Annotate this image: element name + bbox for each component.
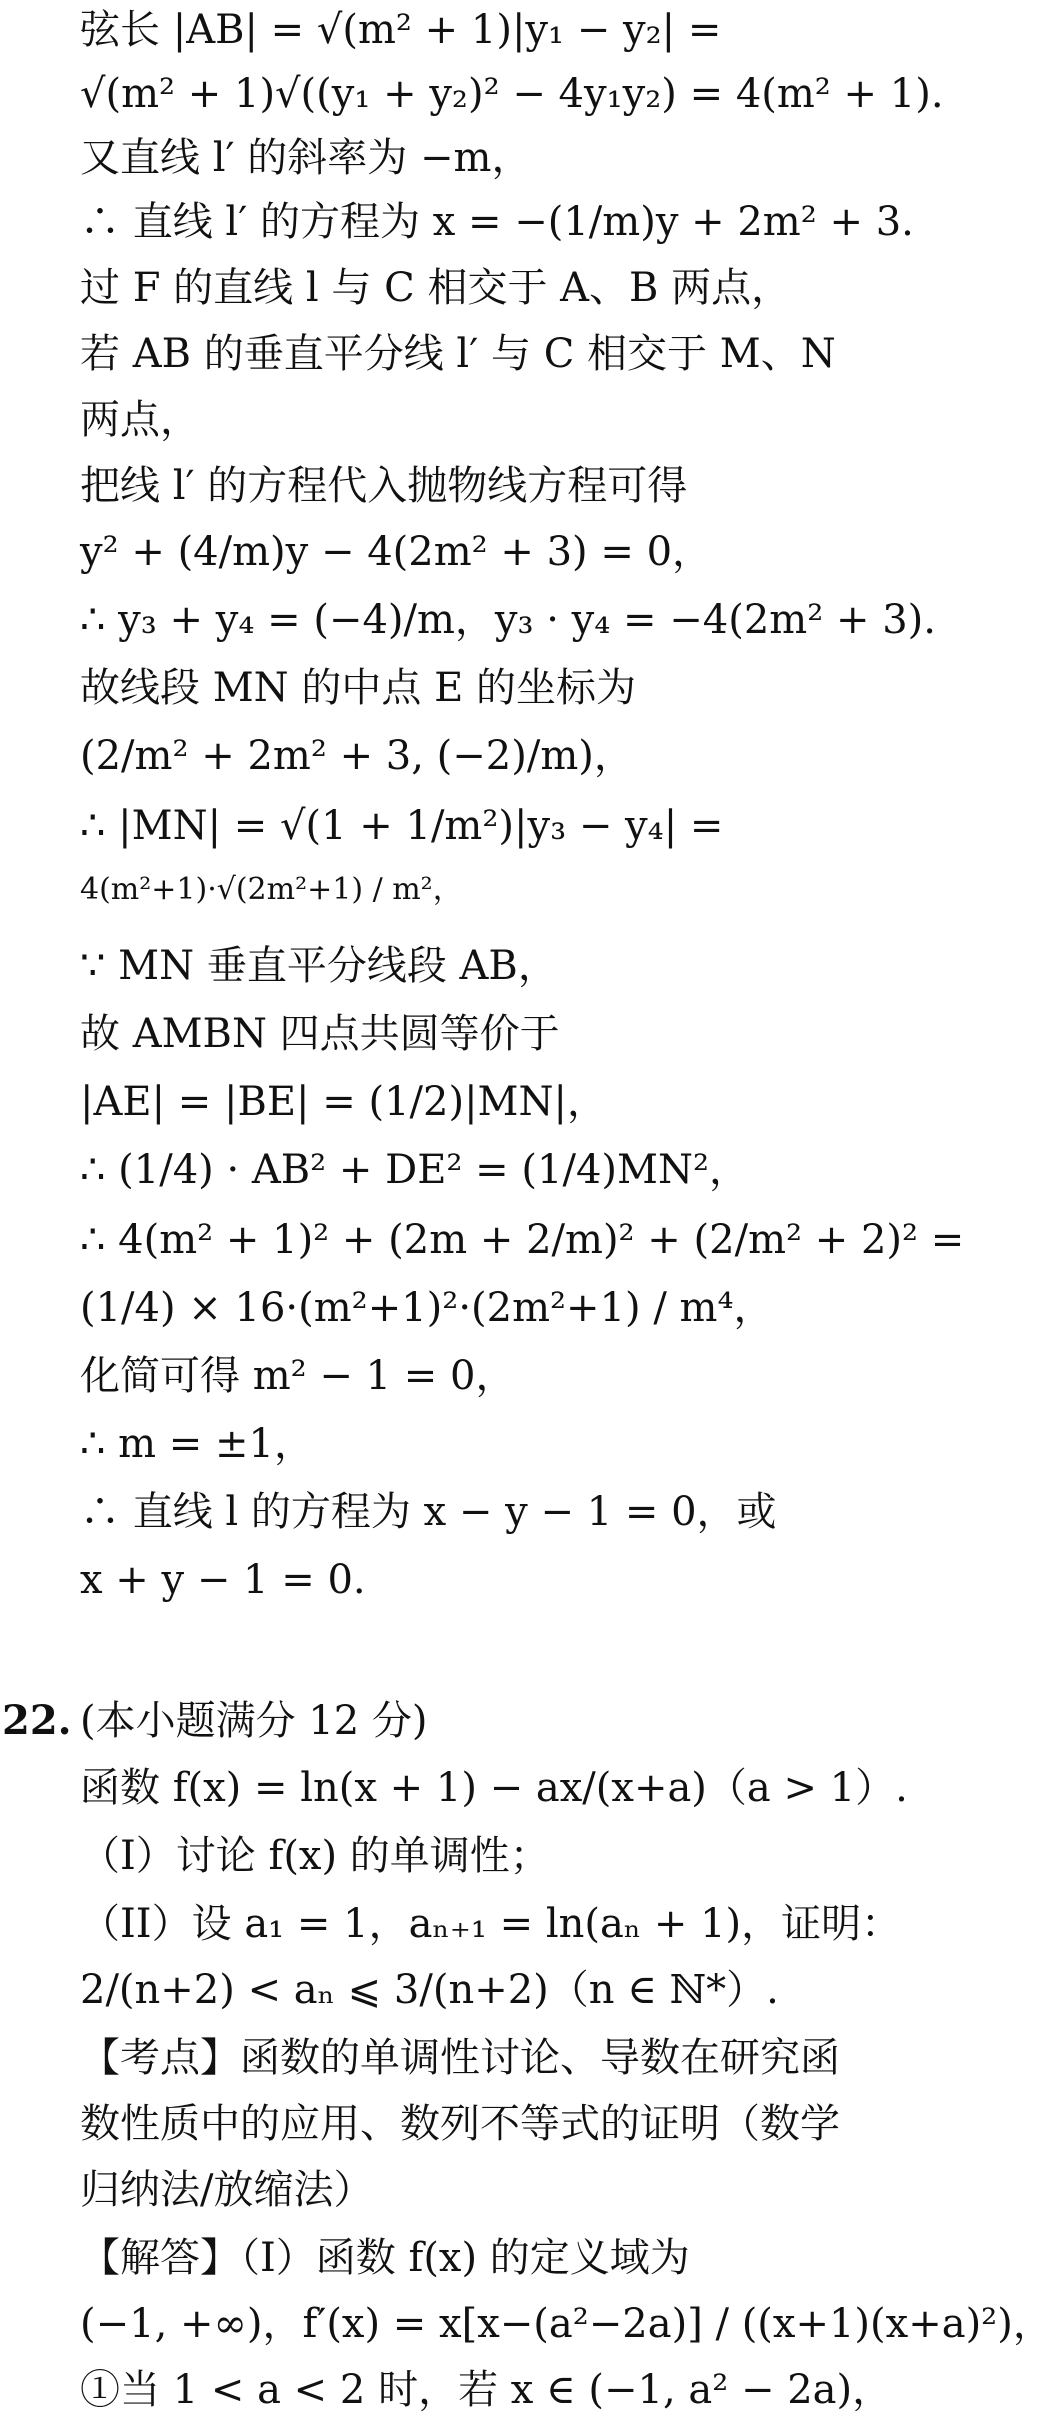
solution-line: 把线 l′ 的方程代入抛物线方程可得 (80, 463, 688, 509)
solution-line: ∴ 直线 l 的方程为 x − y − 1 = 0，或 (80, 1489, 777, 1535)
solution-line: √(m² + 1)√((y₁ + y₂)² − 4y₁y₂) = 4(m² + 1). (80, 71, 944, 117)
solution-line: ∴ 4(m² + 1)² + (2m + 2/m)² + (2/m² + 2)² = (80, 1217, 965, 1263)
solution-line: ∴ (1/4) · AB² + DE² = (1/4)MN²， (80, 1147, 749, 1193)
question-number: 22. (2, 1697, 72, 1744)
solution-line: ∴ |MN| = √(1 + 1/m²)|y₃ − y₄| = (80, 803, 724, 849)
problem-line: 2/(n+2) < aₙ ⩽ 3/(n+2)（n ∈ ℕ*）. (80, 1967, 779, 2013)
problem-line: ①当 1 < a < 2 时，若 x ∈ (−1, a² − 2a)， (80, 2367, 893, 2413)
solution-line: |AE| = |BE| = (1/2)|MN|， (80, 1079, 607, 1125)
solution-line: 化简可得 m² − 1 = 0， (80, 1353, 516, 1399)
solution-line: 弦长 |AB| = √(m² + 1)|y₁ − y₂| = (80, 7, 722, 53)
problem-line: 数性质中的应用、数列不等式的证明（数学 (80, 2101, 840, 2147)
solution-line: ∴ m = ±1， (80, 1421, 315, 1467)
solution-line: 若 AB 的垂直平分线 l′ 与 C 相交于 M、N (80, 331, 836, 377)
problem-line: （II）设 a₁ = 1，aₙ₊₁ = ln(aₙ + 1)，证明： (80, 1901, 902, 1947)
solution-line: (1/4) × 16·(m²+1)²·(2m²+1) / m⁴， (80, 1285, 774, 1331)
problem-line: (本小题满分 12 分) (80, 1698, 428, 1744)
solution-line: 4(m²+1)·√(2m²+1) / m²， (80, 872, 463, 907)
solution-line: ∴ 直线 l′ 的方程为 x = −(1/m)y + 2m² + 3. (80, 199, 914, 245)
solution-line: x + y − 1 = 0. (80, 1557, 366, 1603)
solution-line: 又直线 l′ 的斜率为 −m， (80, 135, 532, 181)
problem-line: 函数 f(x) = ln(x + 1) − ax/(x+a)（a > 1）. (80, 1765, 908, 1811)
problem-line: 【考点】函数的单调性讨论、导数在研究函 (80, 2035, 840, 2081)
problem-line: 【解答】（I）函数 f(x) 的定义域为 (80, 2235, 690, 2281)
problem-line: （I）讨论 f(x) 的单调性； (80, 1833, 550, 1879)
problem-line: 归纳法/放缩法） (80, 2167, 374, 2213)
solution-line: 故线段 MN 的中点 E 的坐标为 (80, 665, 637, 711)
solution-line: 故 AMBN 四点共圆等价于 (80, 1011, 560, 1057)
solution-line: y² + (4/m)y − 4(2m² + 3) = 0， (80, 529, 713, 575)
solution-line: ∴ y₃ + y₄ = (−4)/m，y₃ · y₄ = −4(2m² + 3). (80, 597, 936, 643)
solution-line: (2/m² + 2m² + 3, (−2)/m)， (80, 733, 634, 779)
solution-line: 过 F 的直线 l 与 C 相交于 A、B 两点， (80, 265, 792, 311)
solution-line: ∵ MN 垂直平分线段 AB， (80, 943, 558, 989)
problem-line: (−1, +∞)，f′(x) = x[x−(a²−2a)] / ((x+1)(x+a)²)， (80, 2301, 1053, 2347)
solution-line: 两点， (80, 397, 200, 443)
